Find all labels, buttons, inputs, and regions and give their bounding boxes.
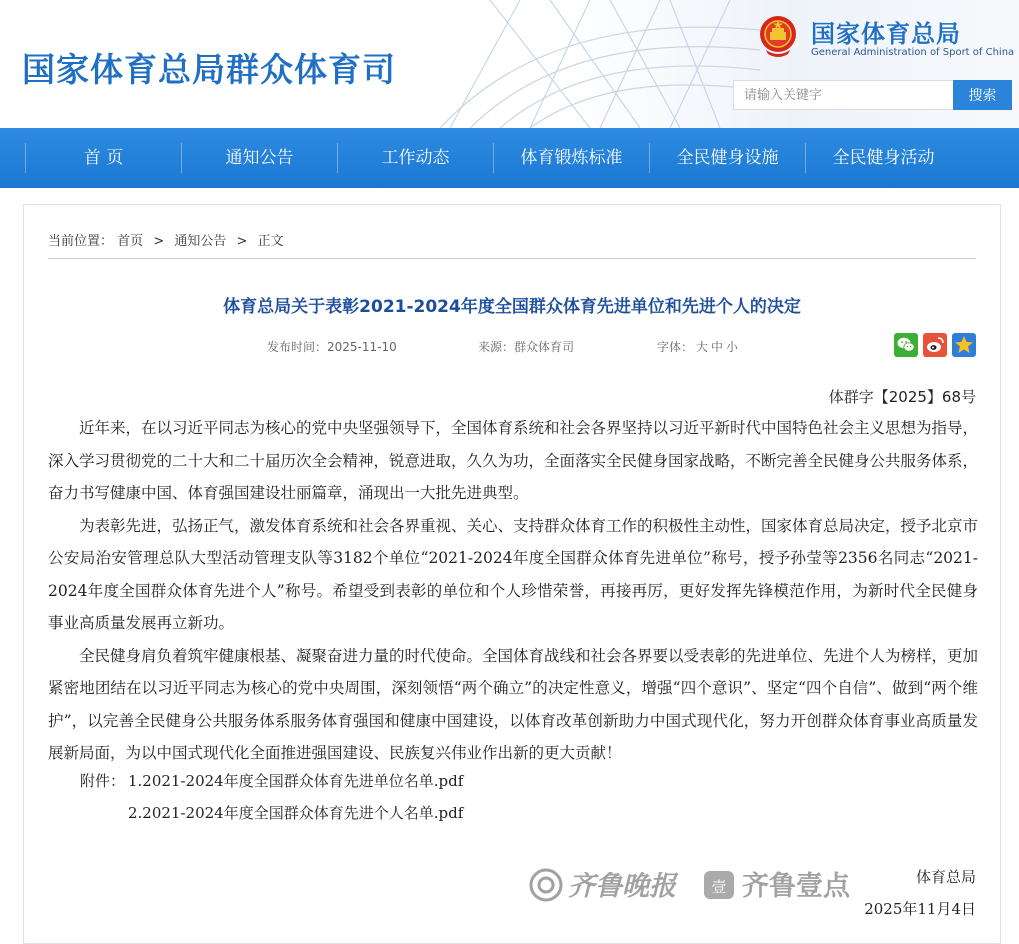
font-size-small[interactable]: 小 (726, 340, 739, 354)
breadcrumb-separator: > (153, 234, 165, 249)
font-size-medium[interactable]: 中 (711, 340, 724, 354)
main-nav (0, 128, 1019, 188)
source-value: 群众体育司 (514, 340, 575, 354)
publish-date-label: 发布时间： (267, 340, 328, 354)
site-title[interactable]: 国家体育总局群众体育司 (22, 50, 396, 89)
stadium-decoration (430, 0, 770, 128)
search-button[interactable]: 搜索 (953, 80, 1012, 110)
nav-item-work-news[interactable]: 工作动态 (381, 148, 450, 168)
signature-org: 体育总局 (915, 868, 976, 886)
breadcrumb (48, 230, 284, 249)
breadcrumb-home[interactable]: 首页 (117, 234, 144, 249)
watermark-badge: 壹 (711, 878, 727, 896)
wechat-share-icon[interactable] (894, 333, 918, 357)
document-number: 体群字【2025】68号 (828, 388, 976, 406)
breadcrumb-separator: > (236, 234, 248, 249)
publish-date (267, 338, 397, 355)
watermark-text-2: 齐鲁壹点 (742, 871, 850, 902)
breadcrumb-current: 正文 (257, 234, 284, 249)
attachment-link[interactable]: 2.2021-2024年度全国群众体育先进个人名单.pdf (128, 804, 464, 822)
paragraph: 全民健身肩负着筑牢健康根基、凝聚奋进力量的时代使命。全国体育战线和社会各界要以受表彰的先进单位、先进个人为榜样，更加紧密地团结在以习近平同志为核心的党中央周围，深刻领悟“两个确立”的决定性意义，增强“四个意识”、坚定“四个自信”、做到“两个维护”，以完善全民健身公共服务体系服务体育强国和健康中国建设，以体育改革创新助力中国式现代化，努力开创群众体育事业高质量发展新局面，为以中国式现代化全面推进强国建设、民族复兴伟业作出新的更大贡献！ (48, 646, 979, 762)
site-header (0, 0, 1019, 128)
article-source (478, 338, 574, 355)
paragraph: 为表彰先进，弘扬正气，激发体育系统和社会各界重视、关心、支持群众体育工作的积极性主动性，国家体育总局决定，授予北京市公安局治安管理总队大型活动管理支队等3182个单位“2021-2024年度全国群众体育先进单位”称号，授予孙莹等2356名同志“2021-2024年度全国群众体育先进个人”称号。希望受到表彰的单位和个人珍惜荣誉，再接再厉，更好发挥先锋模范作用，为新时代全民健身事业高质量发展再立新功。 (48, 516, 979, 632)
breadcrumb-label: 当前位置： (48, 234, 114, 249)
org-name-cn[interactable]: 国家体育总局 (811, 20, 961, 48)
qzone-share-icon[interactable] (952, 333, 976, 357)
font-size-label: 字体： (657, 340, 694, 354)
nav-item-notices[interactable]: 通知公告 (225, 148, 294, 168)
publish-date-value: 2025-11-10 (327, 340, 397, 354)
qilu-watermark-logo (528, 864, 878, 906)
font-size-large[interactable]: 大 (696, 340, 709, 354)
search-input[interactable] (733, 80, 953, 110)
nav-item-home[interactable]: 首 页 (83, 148, 124, 168)
org-name-en: General Administration of Sport of China (811, 47, 1015, 58)
national-emblem-icon (758, 14, 798, 58)
article-body (48, 412, 978, 770)
article-title: 体育总局关于表彰2021-2024年度全国群众体育先进单位和先进个人的决定 (223, 297, 801, 317)
attachments-label: 附件： (80, 772, 126, 790)
nav-item-fitness-standards[interactable]: 体育锻炼标准 (520, 148, 623, 168)
attachment-link[interactable]: 1.2021-2024年度全国群众体育先进单位名单.pdf (128, 772, 464, 790)
signature-date: 2025年11月4日 (864, 900, 976, 918)
weibo-share-icon[interactable] (923, 333, 947, 357)
nav-item-fitness-facilities[interactable]: 全民健身设施 (676, 148, 779, 168)
paragraph: 近年来，在以习近平同志为核心的党中央坚强领导下，全国体育系统和社会各界坚持以习近平新时代中国特色社会主义思想为指导，深入学习贯彻党的二十大和二十届历次全会精神，锐意进取，久久为功，全面落实全民健身国家战略，不断完善全民健身公共服务体系，奋力书写健康中国、体育强国建设壮丽篇章，涌现出一大批先进典型。 (48, 419, 979, 502)
source-label: 来源： (478, 340, 515, 354)
watermark-text-1: 齐鲁晚报 (568, 871, 676, 902)
breadcrumb-divider (48, 258, 976, 259)
font-size-control (657, 338, 738, 355)
nav-item-fitness-activities[interactable]: 全民健身活动 (832, 148, 935, 168)
breadcrumb-notices[interactable]: 通知公告 (174, 234, 227, 249)
